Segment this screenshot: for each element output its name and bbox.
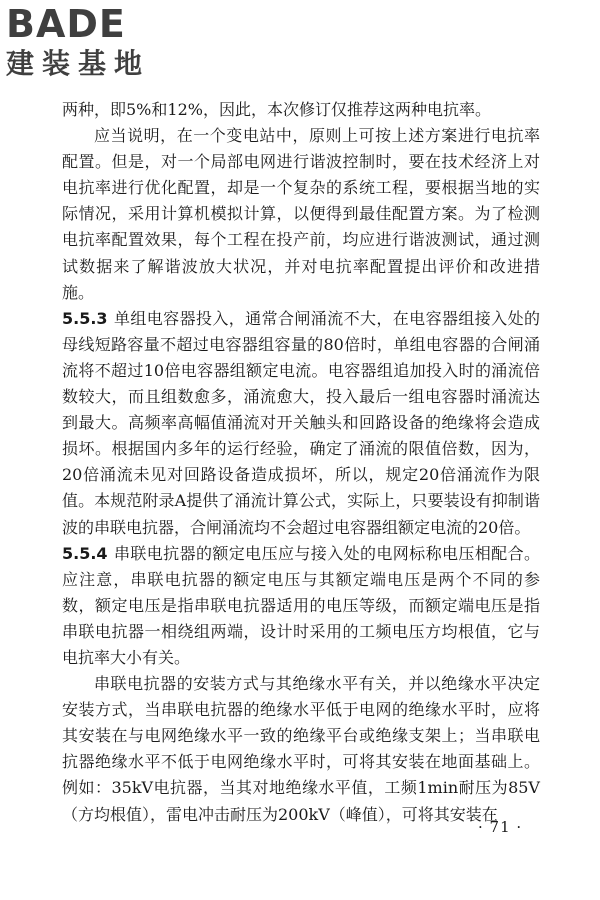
clause-5-5-4 xyxy=(62,541,540,671)
body-text xyxy=(62,97,540,828)
paragraph-continuation xyxy=(62,97,540,123)
paragraph-text: 串联电抗器的安装方式与其绝缘水平有关，并以绝缘水平决定安装方式，当串联电抗器的绝缘水平低于电网的绝缘水平时，应将其安装在与电网绝缘水平一致的绝缘平台或绝缘支架上；当串联电抗器绝缘水平不低于电网绝缘水平时，可将其安装在地面基础上。例如：35kV电抗器，当其对地绝缘水平值，工频1min耐压为85V（方均根值），雷电冲击耐压为200kV（峰值），可将其安装在 xyxy=(62,674,540,824)
logo-cjk-text: 建装基地 xyxy=(6,47,151,80)
paragraph xyxy=(62,123,540,306)
paragraph-text: 两种，即5%和12%，因此，本次修订仅推荐这两种电抗率。 xyxy=(62,100,491,119)
bade-logo xyxy=(6,2,176,86)
clause-text: 单组电容器投入，通常合闸涌流不大，在电容器组接入处的母线短路容量不超过电容器组容量的80倍时，单组电容器的合闸涌流将不超过10倍电容器组额定电流。电容器组追加投入时的涌流倍数较大，而且组数愈多，涌流愈大，投入最后一组电容器时涌流达到最大。高频率高幅值涌流对开关触头和回路设备的绝缘将会造成损坏。根据国内多年的运行经验，确定了涌流的限值倍数，因为，20倍涌流未见对回路设备造成损坏，所以，规定20倍涌流作为限值。本规范附录A提供了涌流计算公式，实际上，只要装设有抑制谐波的串联电抗器，合闸涌流均不会超过电容器组额定电流的20倍。 xyxy=(62,308,540,537)
logo-latin-text: BADE xyxy=(6,2,126,46)
paragraph-text: 应当说明，在一个变电站中，原则上可按上述方案进行电抗率配置。但是，对一个局部电网进行谐波控制时，要在技术经济上对电抗率进行优化配置，却是一个复杂的系统工程，要根据当地的实际情况，采用计算机模拟计算，以便得到最佳配置方案。为了检测电抗率配置效果，每个工程在投产前，均应进行谐波测试，通过测试数据来了解谐波放大状况，并对电抗率配置提出评价和改进措施。 xyxy=(62,126,540,302)
paragraph xyxy=(62,671,540,828)
clause-number: 5.5.3 xyxy=(62,308,108,328)
clause-number: 5.5.4 xyxy=(62,543,108,563)
clause-5-5-3 xyxy=(62,306,540,541)
clause-text: 串联电抗器的额定电压应与接入处的电网标称电压相配合。应注意，串联电抗器的额定电压与其额定端电压是两个不同的参数，额定电压是指串联电抗器适用的电压等级，而额定端电压是指串联电抗器一相绕组两端，设计时采用的工频电压方均根值，它与电抗率大小有关。 xyxy=(62,543,540,667)
page-number: · 71 · xyxy=(478,818,523,836)
